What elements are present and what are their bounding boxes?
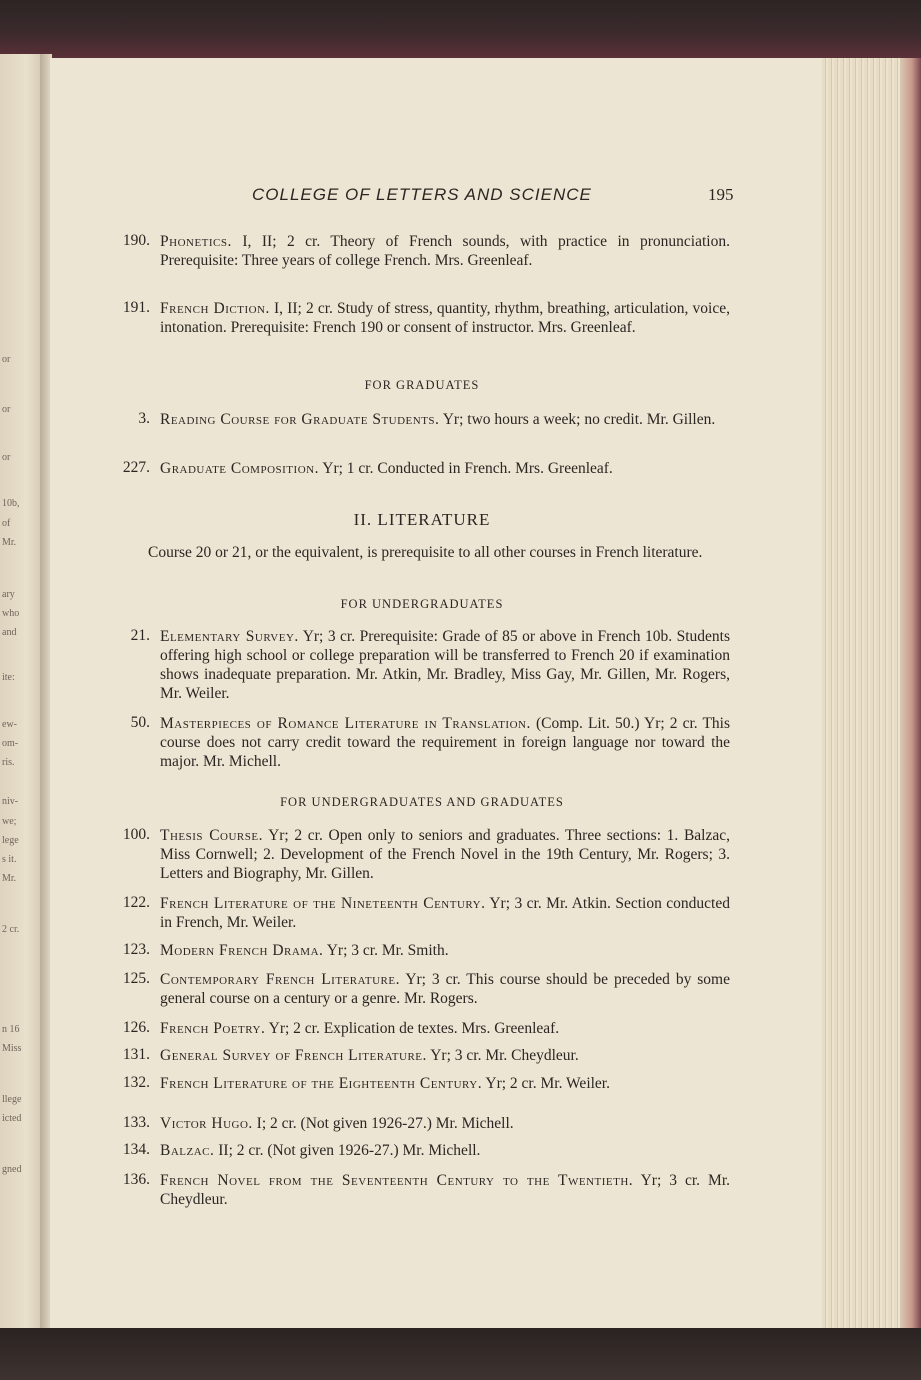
course-number: 227. bbox=[122, 459, 150, 476]
course-number: 132. bbox=[122, 1074, 150, 1091]
left-page-fragment: 10b, bbox=[2, 498, 20, 509]
left-page-fragment: lege bbox=[2, 835, 19, 846]
left-page-edge bbox=[0, 54, 44, 1332]
course-description bbox=[160, 826, 730, 883]
course-number: 133. bbox=[122, 1114, 150, 1131]
left-page-fragment: or bbox=[2, 452, 11, 463]
section-heading-graduates: FOR GRADUATES bbox=[364, 378, 480, 392]
course-description bbox=[160, 1046, 730, 1065]
course-details: Yr; two hours a week; no credit. Mr. Gillen. bbox=[442, 411, 716, 428]
left-page-fragment: ris. bbox=[2, 757, 15, 768]
course-number: 126. bbox=[122, 1019, 150, 1036]
left-page-fragment: ite: bbox=[2, 672, 15, 683]
left-page-fragment: niv- bbox=[2, 796, 19, 807]
course-description bbox=[160, 1141, 730, 1160]
course-description bbox=[160, 970, 730, 1008]
course-title: French Novel from the Seventeenth Century to the Twentieth. bbox=[160, 1172, 634, 1189]
left-page-fragment: n 16 bbox=[2, 1024, 20, 1035]
course-number: 100. bbox=[122, 826, 150, 843]
course-number: 191. bbox=[122, 299, 150, 316]
course-title: Graduate Composition. bbox=[160, 460, 319, 477]
literature-heading: II. LITERATURE bbox=[353, 510, 491, 529]
course-description bbox=[160, 410, 730, 429]
course-description bbox=[160, 1114, 730, 1133]
left-page-fragment: we; bbox=[2, 816, 17, 827]
left-page-fragment: Miss bbox=[2, 1043, 22, 1054]
course-title: French Diction. bbox=[160, 300, 270, 317]
left-page-fragment: ary bbox=[2, 589, 15, 600]
book-binding-top bbox=[0, 0, 921, 58]
section-heading-undergraduates: FOR UNDERGRADUATES bbox=[340, 597, 504, 611]
course-details: (Comp. Lit. 50.) Yr; 2 cr. This course does not carry credit toward the requirement in foreign language nor toward the major. Mr. Michell. bbox=[160, 715, 731, 770]
course-description bbox=[160, 1074, 730, 1093]
left-page-fragment: and bbox=[2, 627, 17, 638]
course-description bbox=[160, 232, 730, 270]
course-title: Thesis Course. bbox=[160, 827, 263, 844]
course-number: 136. bbox=[122, 1171, 150, 1188]
course-number: 131. bbox=[122, 1046, 150, 1063]
left-page-fragment: or bbox=[2, 354, 11, 365]
course-description bbox=[160, 459, 730, 478]
course-description bbox=[160, 941, 730, 960]
left-page-fragment: icted bbox=[2, 1113, 22, 1124]
section-heading-undergrad-and-grad: FOR UNDERGRADUATES AND GRADUATES bbox=[280, 795, 564, 809]
course-title: French Literature of the Eighteenth Century. bbox=[160, 1075, 483, 1092]
course-details: I, II; 2 cr. Theory of French sounds, with practice in pronunciation. Prerequisite: Three years of college French. Mrs. Greenleaf. bbox=[160, 233, 730, 269]
course-number: 21. bbox=[130, 627, 150, 644]
course-title: Reading Course for Graduate Students. bbox=[160, 411, 440, 428]
course-details: Yr; 3 cr. Mr. Cheydleur. bbox=[430, 1047, 579, 1064]
left-page-fragment: Mr. bbox=[2, 537, 17, 548]
course-details: Yr; 3 cr. Mr. Atkin. Section conducted in French, Mr. Weiler. bbox=[160, 895, 730, 931]
course-description bbox=[160, 1171, 730, 1209]
left-page-fragment: llege bbox=[2, 1094, 22, 1105]
course-details: Yr; 3 cr. Mr. Cheydleur. bbox=[160, 1172, 730, 1208]
course-title: Balzac. bbox=[160, 1142, 215, 1159]
left-page-fragment: om- bbox=[2, 738, 19, 749]
running-header: COLLEGE OF LETTERS AND SCIENCE bbox=[252, 185, 592, 204]
course-details: Yr; 3 cr. Prerequisite: Grade of 85 or above in French 10b. Students offering high school or college preparation will be transferred to French 20 if examination shows inadequate preparation. Mr. Atkin, Mr. Bradley, Miss Gay, Mr. Gillen, Mr. Rogers, Mr. Weiler. bbox=[160, 628, 730, 702]
course-details: Yr; 2 cr. Explication de textes. Mrs. Greenleaf. bbox=[268, 1020, 560, 1037]
course-number: 190. bbox=[122, 232, 150, 249]
course-number: 125. bbox=[122, 970, 150, 987]
left-page-fragment: Mr. bbox=[2, 873, 17, 884]
page-number: 195 bbox=[708, 185, 734, 204]
course-description bbox=[160, 627, 730, 703]
left-page-fragment: 2 cr. bbox=[2, 924, 20, 935]
course-number: 3. bbox=[138, 410, 150, 427]
course-details: I; 2 cr. (Not given 1926-27.) Mr. Michell. bbox=[256, 1115, 514, 1132]
course-title: Modern French Drama. bbox=[160, 942, 324, 959]
literature-intro: Course 20 or 21, or the equivalent, is prerequisite to all other courses in French literature. bbox=[148, 544, 703, 561]
book-binding-bottom bbox=[0, 1328, 921, 1380]
course-details: Yr; 2 cr. Mr. Weiler. bbox=[485, 1075, 610, 1092]
course-number: 50. bbox=[130, 714, 150, 731]
left-page-fragment: who bbox=[2, 608, 20, 619]
left-page-fragment: gned bbox=[2, 1164, 22, 1175]
course-details: Yr; 1 cr. Conducted in French. Mrs. Greenleaf. bbox=[322, 460, 613, 477]
course-description bbox=[160, 714, 730, 771]
left-page-fragment: or bbox=[2, 404, 11, 415]
course-title: French Poetry. bbox=[160, 1020, 266, 1037]
book-cover-edge bbox=[900, 58, 921, 1330]
left-page-fragment: s it. bbox=[2, 854, 17, 865]
course-details: II; 2 cr. (Not given 1926-27.) Mr. Michell. bbox=[218, 1142, 481, 1159]
course-title: Contemporary French Literature. bbox=[160, 971, 400, 988]
course-details: Yr; 3 cr. This course should be preceded by some general course on a century or a genre. Mr. Rogers. bbox=[160, 971, 730, 1007]
course-number: 123. bbox=[122, 941, 150, 958]
course-title: Masterpieces of Romance Literature in Translation. bbox=[160, 715, 531, 732]
course-title: General Survey of French Literature. bbox=[160, 1047, 427, 1064]
course-number: 122. bbox=[122, 894, 150, 911]
course-number: 134. bbox=[122, 1141, 150, 1158]
course-title: Phonetics. bbox=[160, 233, 232, 250]
course-title: Elementary Survey. bbox=[160, 628, 299, 645]
course-description bbox=[160, 1019, 730, 1038]
course-details: Yr; 2 cr. Open only to seniors and graduates. Three sections: 1. Balzac, Miss Cornwell; 2. Development of the French Novel in the 19th Century, Mr. Rogers; 3. Letters and Biography, Mr. Gillen. bbox=[160, 827, 730, 882]
course-title: Victor Hugo. bbox=[160, 1115, 253, 1132]
course-title: French Literature of the Nineteenth Century. bbox=[160, 895, 486, 912]
course-description bbox=[160, 894, 730, 932]
course-details: Yr; 3 cr. Mr. Smith. bbox=[326, 942, 449, 959]
left-page-fragment: of bbox=[2, 518, 11, 529]
course-details: I, II; 2 cr. Study of stress, quantity, rhythm, breathing, articulation, voice, intonation. Prerequisite: French 190 or consent of instructor. Mrs. Greenleaf. bbox=[160, 300, 730, 336]
course-description bbox=[160, 299, 730, 337]
left-page-fragment: ew- bbox=[2, 719, 17, 730]
